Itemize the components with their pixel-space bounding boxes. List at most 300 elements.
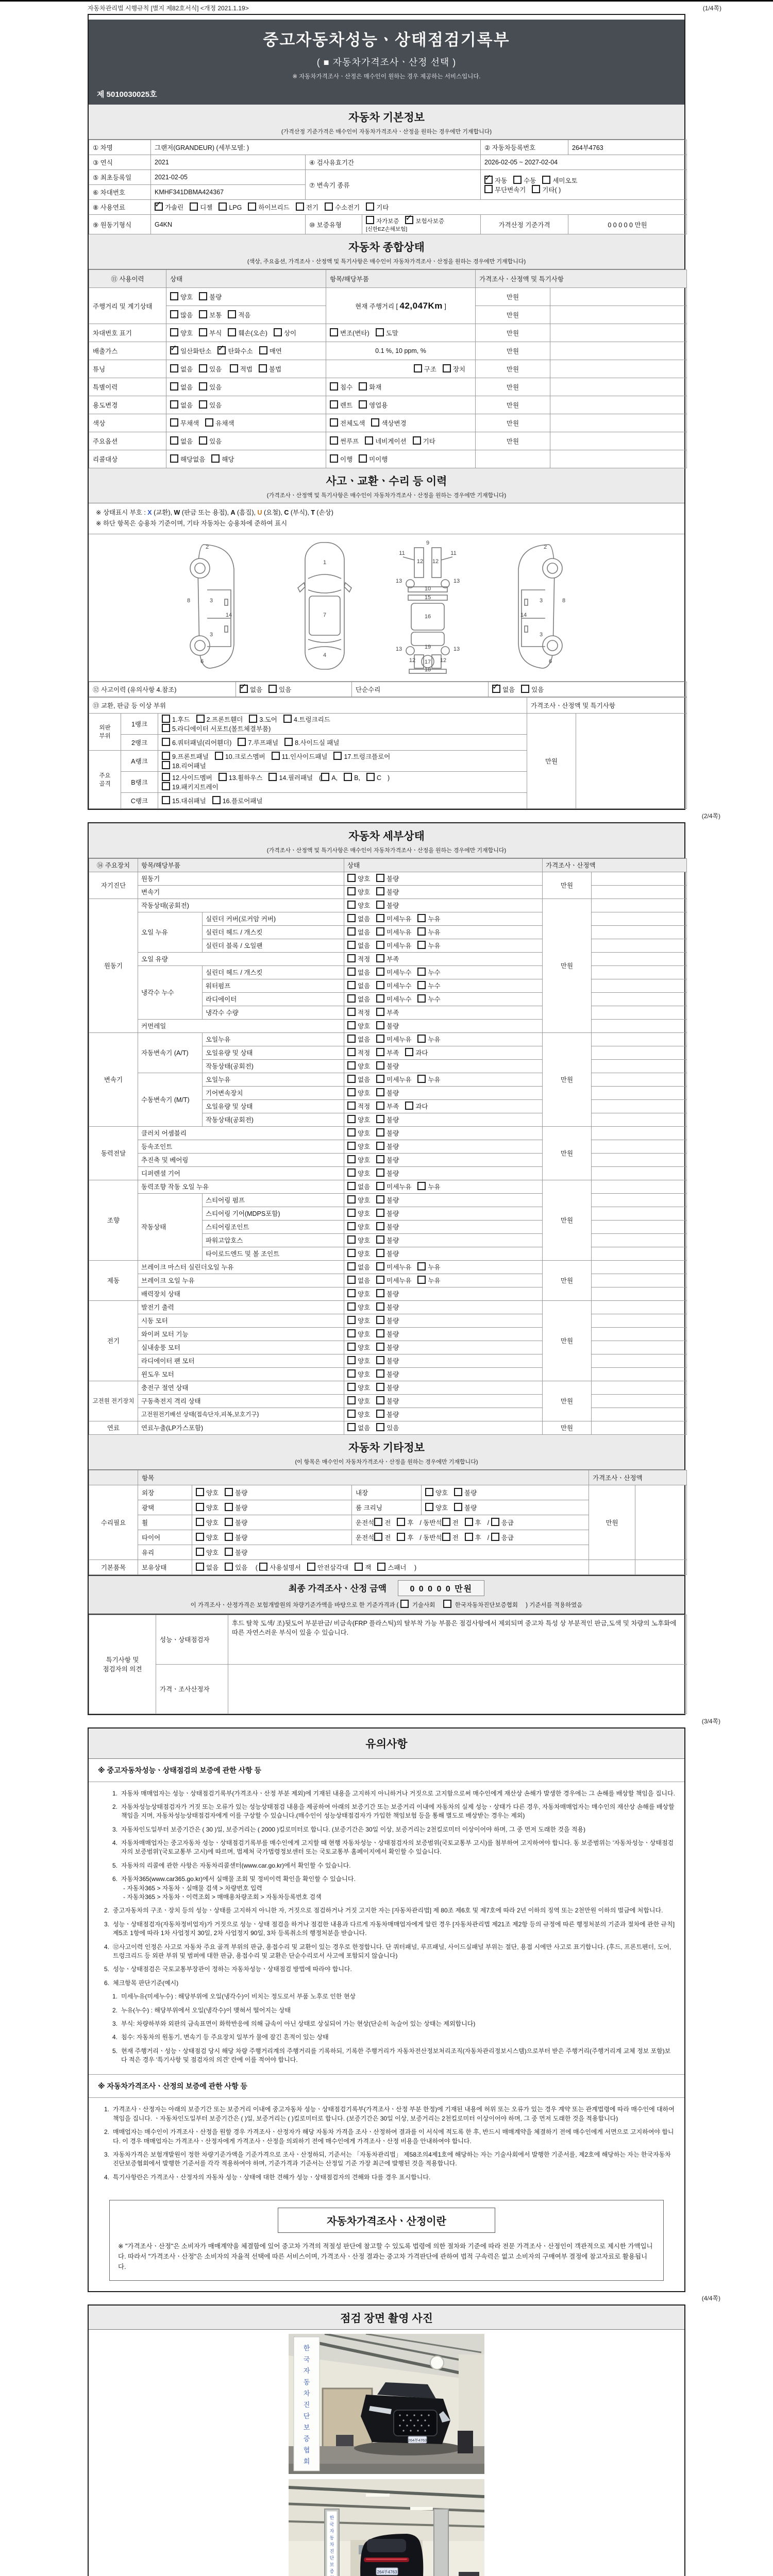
checkbox-무채색[interactable] bbox=[170, 418, 178, 427]
checkbox-12.사이드멤버[interactable] bbox=[162, 773, 170, 781]
checkbox-있음[interactable] bbox=[376, 1423, 384, 1431]
checkbox-있음[interactable] bbox=[225, 1563, 233, 1571]
checkbox-양호[interactable] bbox=[347, 1289, 356, 1297]
checkbox-없음[interactable] bbox=[347, 1182, 356, 1190]
checkbox-양호[interactable] bbox=[425, 1488, 433, 1496]
checkbox-미세누유[interactable] bbox=[376, 927, 384, 936]
checkbox-label: 자동 bbox=[495, 177, 508, 184]
checkbox-미세누유[interactable] bbox=[376, 1276, 384, 1284]
checkbox-양호[interactable] bbox=[347, 1115, 356, 1123]
checkbox-해당[interactable] bbox=[211, 454, 220, 463]
checkbox-있음[interactable] bbox=[199, 436, 207, 445]
checkbox-도말[interactable] bbox=[376, 328, 384, 336]
checkbox-양호[interactable] bbox=[347, 1142, 356, 1150]
checkbox-없음[interactable] bbox=[492, 685, 500, 693]
checkbox-불량[interactable] bbox=[376, 874, 384, 882]
checkbox-미세누수[interactable] bbox=[376, 994, 384, 1003]
panel-number-4: 4 bbox=[323, 652, 327, 658]
checkbox-13.휠하우스[interactable] bbox=[219, 773, 227, 781]
checkbox-불량[interactable] bbox=[376, 1115, 384, 1123]
checkbox-누유[interactable] bbox=[417, 927, 426, 936]
checkbox-있음[interactable] bbox=[199, 382, 207, 391]
checkbox-양호[interactable] bbox=[347, 1329, 356, 1337]
checkbox-LPG[interactable] bbox=[219, 202, 227, 211]
checkbox-불량[interactable] bbox=[376, 1021, 384, 1029]
checkbox-양호[interactable] bbox=[347, 1128, 356, 1137]
notice-text: 중고자동차의 구조ㆍ장치 등의 성능ㆍ상태를 고지하지 아니한 자, 거짓으로 점검하거나 거짓 고지한 자는 [자동차관리법] 제 80조 제6호 및 제7호에 따라 2년 이하의 징역 또는 2천만원 이하의 벌금에 처합니다. bbox=[113, 1907, 663, 1914]
checkbox-불량[interactable] bbox=[454, 1503, 462, 1511]
checkbox-불량[interactable] bbox=[376, 1396, 384, 1404]
checkbox-불법[interactable] bbox=[259, 364, 267, 372]
checkbox-미세누유[interactable] bbox=[376, 941, 384, 949]
checkbox-없음[interactable] bbox=[170, 400, 178, 409]
checkbox-미세누유[interactable] bbox=[376, 1035, 384, 1043]
checkbox-label: 양호 bbox=[435, 1504, 448, 1512]
checkbox-양호[interactable] bbox=[347, 1369, 356, 1378]
checkbox-미세누유[interactable] bbox=[376, 1262, 384, 1270]
checkbox-스패너[interactable] bbox=[377, 1563, 385, 1571]
checkbox-없음[interactable] bbox=[347, 1075, 356, 1083]
checkbox-없음[interactable] bbox=[347, 981, 356, 989]
checkbox-16.플로어패널[interactable] bbox=[212, 796, 221, 804]
checkbox-불량[interactable] bbox=[376, 1209, 384, 1217]
checkbox-수동[interactable] bbox=[513, 176, 522, 184]
checkbox-적정[interactable] bbox=[347, 1048, 356, 1056]
checkbox-없음[interactable] bbox=[347, 914, 356, 922]
checkbox-불량[interactable] bbox=[376, 1329, 384, 1337]
checkbox-label: 10.크로스멤버 bbox=[225, 753, 265, 760]
checkbox-썬루프[interactable] bbox=[330, 436, 338, 445]
checkbox-label: 이행 bbox=[340, 456, 353, 463]
checkbox-양호[interactable] bbox=[347, 1168, 356, 1177]
checkbox-미세누유[interactable] bbox=[376, 914, 384, 922]
label-exchange-parts: ⑬ 교환, 판금 등 이상 부위 bbox=[89, 697, 527, 713]
checkbox-양호[interactable] bbox=[347, 1021, 356, 1029]
checkbox-부족[interactable] bbox=[376, 1008, 384, 1016]
checkbox-A,[interactable] bbox=[321, 773, 329, 781]
checkbox-양호[interactable] bbox=[347, 1343, 356, 1351]
banner-char: 회 bbox=[303, 2458, 310, 2466]
checkbox-불량[interactable] bbox=[376, 901, 384, 909]
cell: 발전기 출력 bbox=[138, 1300, 344, 1314]
checkbox-장치[interactable] bbox=[443, 364, 451, 372]
cell bbox=[192, 1515, 352, 1530]
cell bbox=[352, 1515, 589, 1530]
checkbox-렌트[interactable] bbox=[330, 400, 338, 409]
checkbox-label: 양호 bbox=[358, 1170, 371, 1177]
checkbox-누유[interactable] bbox=[417, 1276, 426, 1284]
checkbox-기타( )[interactable] bbox=[532, 185, 540, 193]
checkbox-전기[interactable] bbox=[296, 202, 304, 211]
checkbox-label: 미세누수 bbox=[386, 982, 412, 990]
cell: 원동기 bbox=[138, 872, 344, 885]
checkbox-후[interactable] bbox=[465, 1518, 473, 1526]
cell bbox=[422, 1485, 589, 1500]
checkbox-없음[interactable] bbox=[347, 968, 356, 976]
svg-text:264부4763: 264부4763 bbox=[408, 2438, 427, 2443]
cell: 냉각수 누수 bbox=[138, 965, 203, 1019]
checkbox-양호[interactable] bbox=[347, 1383, 356, 1391]
checkbox-없음[interactable] bbox=[347, 1423, 356, 1431]
notice-item bbox=[106, 1861, 675, 1870]
checkbox-훼손(오손)[interactable] bbox=[228, 328, 236, 336]
checkbox-양호[interactable] bbox=[196, 1488, 204, 1496]
checkbox-label: 양호 bbox=[358, 875, 371, 883]
checkbox-양호[interactable] bbox=[347, 1195, 356, 1204]
checkbox-불량[interactable] bbox=[376, 1168, 384, 1177]
cell bbox=[344, 1086, 543, 1099]
section-accident-history bbox=[89, 468, 684, 503]
checkbox-label: 미세누유 bbox=[386, 1264, 412, 1271]
checkbox-불량[interactable] bbox=[376, 1356, 384, 1364]
checkbox-label: 부식 bbox=[209, 330, 222, 337]
checkbox-하이브리드[interactable] bbox=[248, 202, 256, 211]
checkbox-기술사회[interactable] bbox=[400, 1600, 409, 1608]
checkbox-불량[interactable] bbox=[376, 1410, 384, 1418]
checkbox-양호[interactable] bbox=[196, 1533, 204, 1541]
checkbox-매연[interactable] bbox=[259, 346, 267, 354]
cell bbox=[344, 1247, 543, 1260]
value-first-registration: 2021-02-05 bbox=[151, 170, 306, 185]
cell bbox=[635, 1560, 687, 1574]
checkbox-18.리어패널[interactable] bbox=[162, 761, 170, 769]
checkbox-불량[interactable] bbox=[225, 1503, 233, 1511]
checkbox-불량[interactable] bbox=[376, 1195, 384, 1204]
checkbox-사용설명서[interactable] bbox=[259, 1563, 267, 1571]
checkbox-있음[interactable] bbox=[268, 685, 277, 693]
checkbox-안전삼각대[interactable] bbox=[307, 1563, 315, 1571]
checkbox-label: 없음 bbox=[358, 1036, 371, 1043]
checkbox-적법[interactable] bbox=[230, 364, 238, 372]
checkbox-없음[interactable] bbox=[347, 1276, 356, 1284]
cell: 와이퍼 모터 기능 bbox=[138, 1327, 344, 1341]
checkbox-변조(변타)[interactable] bbox=[330, 328, 338, 336]
checkbox-미이행[interactable] bbox=[359, 454, 367, 463]
checkbox-부족[interactable] bbox=[376, 954, 384, 962]
checkbox-누유[interactable] bbox=[417, 1035, 426, 1043]
checkbox-label: 적법 bbox=[240, 366, 253, 373]
checkbox-적정[interactable] bbox=[347, 1008, 356, 1016]
checkbox-전[interactable] bbox=[442, 1533, 450, 1541]
checkbox-없음[interactable] bbox=[196, 1563, 204, 1571]
cell: 타이어 bbox=[138, 1530, 192, 1545]
checkbox-14.필러패널[interactable] bbox=[268, 773, 277, 781]
checkbox-label: 양호 bbox=[358, 1143, 371, 1150]
text: ) bbox=[412, 1564, 417, 1571]
vehicle-damage-diagram bbox=[89, 534, 684, 682]
checkbox-수소전기[interactable] bbox=[325, 202, 333, 211]
notice-text: 미세누유(미세누수) : 해당부위에 오일(냉각수)이 비치는 정도로서 부품 노후로 인한 현상 bbox=[121, 1993, 356, 2001]
checkbox-없음[interactable] bbox=[170, 436, 178, 445]
checkbox-5.라디에이터 서포트(볼트체결부품)[interactable] bbox=[162, 724, 170, 732]
cell: 클러치 어셈블리 bbox=[138, 1126, 344, 1140]
notice-item bbox=[98, 2150, 675, 2168]
checkbox-label: 훼손(오손) bbox=[238, 330, 267, 337]
cell bbox=[344, 1367, 543, 1381]
checkbox-없음[interactable] bbox=[347, 994, 356, 1003]
checkbox-label: 후 bbox=[407, 1534, 414, 1541]
checkbox-15.대쉬패널[interactable] bbox=[162, 796, 170, 804]
checkbox-9.프론트패널[interactable] bbox=[162, 752, 170, 760]
checkbox-침수[interactable] bbox=[330, 382, 338, 391]
checkbox-양호[interactable] bbox=[196, 1503, 204, 1511]
checkbox-불량[interactable] bbox=[376, 1316, 384, 1324]
checkbox-양호[interactable] bbox=[347, 1209, 356, 1217]
checkbox-불량[interactable] bbox=[376, 887, 384, 895]
checkbox-불량[interactable] bbox=[376, 1142, 384, 1150]
checkbox-미세누수[interactable] bbox=[376, 968, 384, 976]
notice-item bbox=[98, 1920, 675, 1938]
checkbox-label: 불량 bbox=[386, 902, 399, 909]
checkbox-일산화탄소[interactable] bbox=[170, 346, 178, 354]
checkbox-보통[interactable] bbox=[199, 310, 207, 318]
checkbox-양호[interactable] bbox=[347, 874, 356, 882]
text: ( bbox=[254, 1564, 260, 1571]
banner-char: 보 bbox=[303, 2424, 310, 2432]
checkbox-양호[interactable] bbox=[347, 1249, 356, 1257]
checkbox-유채색[interactable] bbox=[205, 418, 213, 427]
checkbox-보험사보증[interactable] bbox=[405, 216, 413, 224]
checkbox-전[interactable] bbox=[374, 1533, 382, 1541]
cell bbox=[592, 1314, 687, 1327]
checkbox-영업용[interactable] bbox=[359, 400, 367, 409]
checkbox-1.후드[interactable] bbox=[162, 715, 170, 723]
checkbox-11.인사이드패널[interactable] bbox=[272, 752, 280, 760]
checkbox-누유[interactable] bbox=[417, 941, 426, 949]
cell: 워터펌프 bbox=[203, 979, 344, 992]
checkbox-C[interactable] bbox=[366, 773, 375, 781]
mark-desc: (판금 또는 용접), bbox=[180, 509, 231, 516]
checkbox-19.패키지트레이[interactable] bbox=[162, 782, 170, 790]
cell bbox=[344, 925, 543, 939]
checkbox-있음[interactable] bbox=[199, 364, 207, 372]
checkbox-네비게이션[interactable] bbox=[365, 436, 373, 445]
checkbox-기타[interactable] bbox=[366, 202, 374, 211]
checkbox-누유[interactable] bbox=[417, 1262, 426, 1270]
checkbox-양호[interactable] bbox=[347, 1155, 356, 1163]
checkbox-누수[interactable] bbox=[417, 968, 426, 976]
checkbox-B,[interactable] bbox=[344, 773, 352, 781]
checkbox-한국자동차진단보증협회[interactable] bbox=[443, 1600, 451, 1608]
notice-text: 매매업자는 매수인이 가격조사ㆍ산정을 원할 경우 가격조사ㆍ산정자가 해당 자동차 가격을 조사ㆍ산정하여 결과를 이 서식에 적도록 한 후, 반드시 매매계약을 체결하기 전에 매수인에게 서면으로 고지하여야 합니다. 이 경우 매매업자는 가격조사ㆍ산정자에게 가격조사ㆍ산정을 의뢰하기 전에 매수인에게 가격조사ㆍ산정 비용을 안내하여야 합니다. bbox=[113, 2128, 674, 2145]
checkbox-4.트렁크리드[interactable] bbox=[283, 715, 292, 723]
checkbox-label: 불량 bbox=[386, 1371, 399, 1378]
checkbox-8.사이드실 패널[interactable] bbox=[284, 738, 293, 746]
checkbox-과다[interactable] bbox=[405, 1048, 413, 1056]
section-title: 사고ㆍ교환ㆍ수리 등 이력 bbox=[326, 476, 447, 487]
checkbox-없음[interactable] bbox=[347, 1262, 356, 1270]
checkbox-전[interactable] bbox=[374, 1518, 382, 1526]
cell bbox=[550, 396, 687, 414]
checkbox-과다[interactable] bbox=[405, 1101, 413, 1110]
cell: 광택 bbox=[138, 1500, 192, 1515]
panel-number-19: 19 bbox=[424, 643, 431, 650]
page-2 bbox=[88, 822, 685, 1715]
checkbox-불량[interactable] bbox=[454, 1488, 462, 1496]
checkbox-불량[interactable] bbox=[376, 1088, 384, 1096]
checkbox-양호[interactable] bbox=[170, 292, 178, 300]
cell: 주요 골격 bbox=[89, 750, 121, 808]
cell: 만원 bbox=[543, 1260, 592, 1300]
checkbox-양호[interactable] bbox=[425, 1503, 433, 1511]
checkbox-불량[interactable] bbox=[376, 1383, 384, 1391]
checkbox-양호[interactable] bbox=[347, 1235, 356, 1244]
section-note: (색상, 주요옵션, 가격조사ㆍ산정액 및 특기사항은 매수인이 자동차가격조사ㆍ산정을 원하는 경우에만 기재합니다) bbox=[247, 259, 526, 265]
checkbox-17.트렁크플로어[interactable] bbox=[333, 752, 342, 760]
checkbox-전체도색[interactable] bbox=[330, 418, 338, 427]
checkbox-부족[interactable] bbox=[376, 1048, 384, 1056]
checkbox-미세누수[interactable] bbox=[376, 981, 384, 989]
checkbox-응급[interactable] bbox=[491, 1518, 499, 1526]
checkbox-화재[interactable] bbox=[359, 382, 367, 391]
cell: 2랭크 bbox=[121, 734, 158, 750]
checkbox-부식[interactable] bbox=[199, 328, 207, 336]
banner-text bbox=[304, 2344, 310, 2465]
document-number: 제 5010030025호 bbox=[97, 90, 157, 99]
checkbox-해당없음[interactable] bbox=[170, 454, 178, 463]
value-warranty-type bbox=[362, 215, 481, 234]
checkbox-후[interactable] bbox=[397, 1518, 405, 1526]
checkbox-누유[interactable] bbox=[417, 1075, 426, 1083]
checkbox-양호[interactable] bbox=[170, 328, 178, 336]
checkbox-불량[interactable] bbox=[225, 1548, 233, 1556]
checkbox-없음[interactable] bbox=[347, 941, 356, 949]
checkbox-양호[interactable] bbox=[347, 1410, 356, 1418]
checkbox-없음[interactable] bbox=[347, 927, 356, 936]
checkbox-3.도어[interactable] bbox=[249, 715, 257, 723]
checkbox-디젤[interactable] bbox=[190, 202, 198, 211]
checkbox-응급[interactable] bbox=[491, 1533, 499, 1541]
checkbox-양호[interactable] bbox=[347, 1356, 356, 1364]
checkbox-label: 7.루프패널 bbox=[248, 739, 279, 747]
checkbox-양호[interactable] bbox=[347, 901, 356, 909]
cell bbox=[422, 1500, 589, 1515]
checkbox-상이[interactable] bbox=[274, 328, 282, 336]
checkbox-양호[interactable] bbox=[347, 1396, 356, 1404]
checkbox-기타[interactable] bbox=[413, 436, 421, 445]
checkbox-미세누유[interactable] bbox=[376, 1182, 384, 1190]
checkbox-불량[interactable] bbox=[376, 1302, 384, 1311]
cell: 기어변속장치 bbox=[203, 1086, 344, 1099]
checkbox-적정[interactable] bbox=[347, 1101, 356, 1110]
checkbox-많음[interactable] bbox=[170, 310, 178, 318]
checkbox-불량[interactable] bbox=[376, 1249, 384, 1257]
checkbox-불량[interactable] bbox=[225, 1488, 233, 1496]
checkbox-없음[interactable] bbox=[170, 382, 178, 391]
cell: 만원 bbox=[476, 306, 550, 324]
checkbox-부족[interactable] bbox=[376, 1101, 384, 1110]
checkbox-세미오토[interactable] bbox=[542, 176, 550, 184]
checkbox-자가보증[interactable] bbox=[366, 216, 374, 224]
checkbox-label: 누유 bbox=[428, 1036, 441, 1043]
checkbox-적음[interactable] bbox=[228, 310, 236, 318]
cell: 만원 bbox=[543, 1300, 592, 1381]
checkbox-label: 없음 bbox=[206, 1564, 219, 1571]
panel-number-13: 13 bbox=[453, 578, 460, 584]
checkbox-이행[interactable] bbox=[330, 454, 338, 463]
checkbox-없음[interactable] bbox=[170, 364, 178, 372]
checkbox-양호[interactable] bbox=[347, 1061, 356, 1070]
text: / 동반석 bbox=[419, 1519, 442, 1527]
checkbox-6.쿼터패널(리어휀더)[interactable] bbox=[162, 738, 170, 746]
checkbox-label: 영업용 bbox=[369, 402, 388, 409]
checkbox-잭[interactable] bbox=[355, 1563, 363, 1571]
checkbox-불량[interactable] bbox=[376, 1128, 384, 1137]
checkbox-후[interactable] bbox=[397, 1533, 405, 1541]
checkbox-양호[interactable] bbox=[196, 1548, 204, 1556]
checkbox-label: 2.프론트휀더 bbox=[206, 716, 243, 723]
checkbox-탄화수소[interactable] bbox=[217, 346, 226, 354]
checkbox-label: 양호 bbox=[358, 1090, 371, 1097]
checkbox-없음[interactable] bbox=[347, 1035, 356, 1043]
checkbox-불량[interactable] bbox=[376, 1343, 384, 1351]
checkbox-적정[interactable] bbox=[347, 954, 356, 962]
checkbox-양호[interactable] bbox=[347, 1222, 356, 1230]
checkbox-불량[interactable] bbox=[376, 1222, 384, 1230]
checkbox-label: 응급 bbox=[501, 1534, 514, 1541]
checkbox-누수[interactable] bbox=[417, 981, 426, 989]
checkbox-무단변속기[interactable] bbox=[484, 185, 493, 193]
checkbox-양호[interactable] bbox=[347, 1316, 356, 1324]
checkbox-7.루프패널[interactable] bbox=[238, 738, 246, 746]
checkbox-양호[interactable] bbox=[196, 1518, 204, 1526]
checkbox-전[interactable] bbox=[442, 1518, 450, 1526]
cell: 냉각수 수량 bbox=[203, 1006, 344, 1019]
checkbox-미세누유[interactable] bbox=[376, 1075, 384, 1083]
value-model-year: 2021 bbox=[151, 155, 306, 170]
checkbox-누수[interactable] bbox=[417, 994, 426, 1003]
checkbox-없음[interactable] bbox=[240, 685, 248, 693]
cell bbox=[550, 414, 687, 432]
checkbox-label: 전 bbox=[384, 1534, 391, 1541]
checkbox-불량[interactable] bbox=[225, 1533, 233, 1541]
notice-item bbox=[106, 1803, 675, 1821]
checkbox-양호[interactable] bbox=[347, 1302, 356, 1311]
checkbox-있음[interactable] bbox=[521, 685, 529, 693]
checkbox-불량[interactable] bbox=[376, 1369, 384, 1378]
checkbox-label: 미세누수 bbox=[386, 969, 412, 976]
checkbox-불량[interactable] bbox=[225, 1518, 233, 1526]
checkbox-불량[interactable] bbox=[376, 1061, 384, 1070]
note-post: ) 기준서를 적용하였음 bbox=[526, 1602, 583, 1608]
checkbox-구조[interactable] bbox=[414, 364, 422, 372]
checkbox-있음[interactable] bbox=[199, 400, 207, 409]
cell bbox=[344, 1220, 543, 1233]
checkbox-10.크로스멤버[interactable] bbox=[215, 752, 223, 760]
checkbox-색상변경[interactable] bbox=[371, 418, 379, 427]
checkbox-자동[interactable] bbox=[484, 176, 493, 184]
checkbox-양호[interactable] bbox=[347, 1088, 356, 1096]
checkbox-후[interactable] bbox=[465, 1533, 473, 1541]
checkbox-2.프론트휀더[interactable] bbox=[196, 715, 205, 723]
checkbox-누유[interactable] bbox=[417, 914, 426, 922]
checkbox-불량[interactable] bbox=[376, 1155, 384, 1163]
checkbox-불량[interactable] bbox=[199, 292, 207, 300]
checkbox-양호[interactable] bbox=[347, 887, 356, 895]
cell bbox=[344, 1300, 543, 1314]
cell bbox=[344, 1394, 543, 1408]
checkbox-불량[interactable] bbox=[376, 1235, 384, 1244]
checkbox-불량[interactable] bbox=[376, 1289, 384, 1297]
checkbox-가솔린[interactable] bbox=[155, 202, 163, 211]
cell bbox=[592, 1073, 687, 1086]
checkbox-label: 있음 bbox=[531, 686, 544, 693]
banner-char: 보 bbox=[329, 2562, 334, 2568]
panel-number-3: 3 bbox=[209, 597, 213, 604]
form-reference: 자동차관리법 시행규칙 [별지 제82호서식] <개정 2021.1.19> bbox=[88, 5, 249, 12]
checkbox-누유[interactable] bbox=[417, 1182, 426, 1190]
cell bbox=[344, 1408, 543, 1421]
